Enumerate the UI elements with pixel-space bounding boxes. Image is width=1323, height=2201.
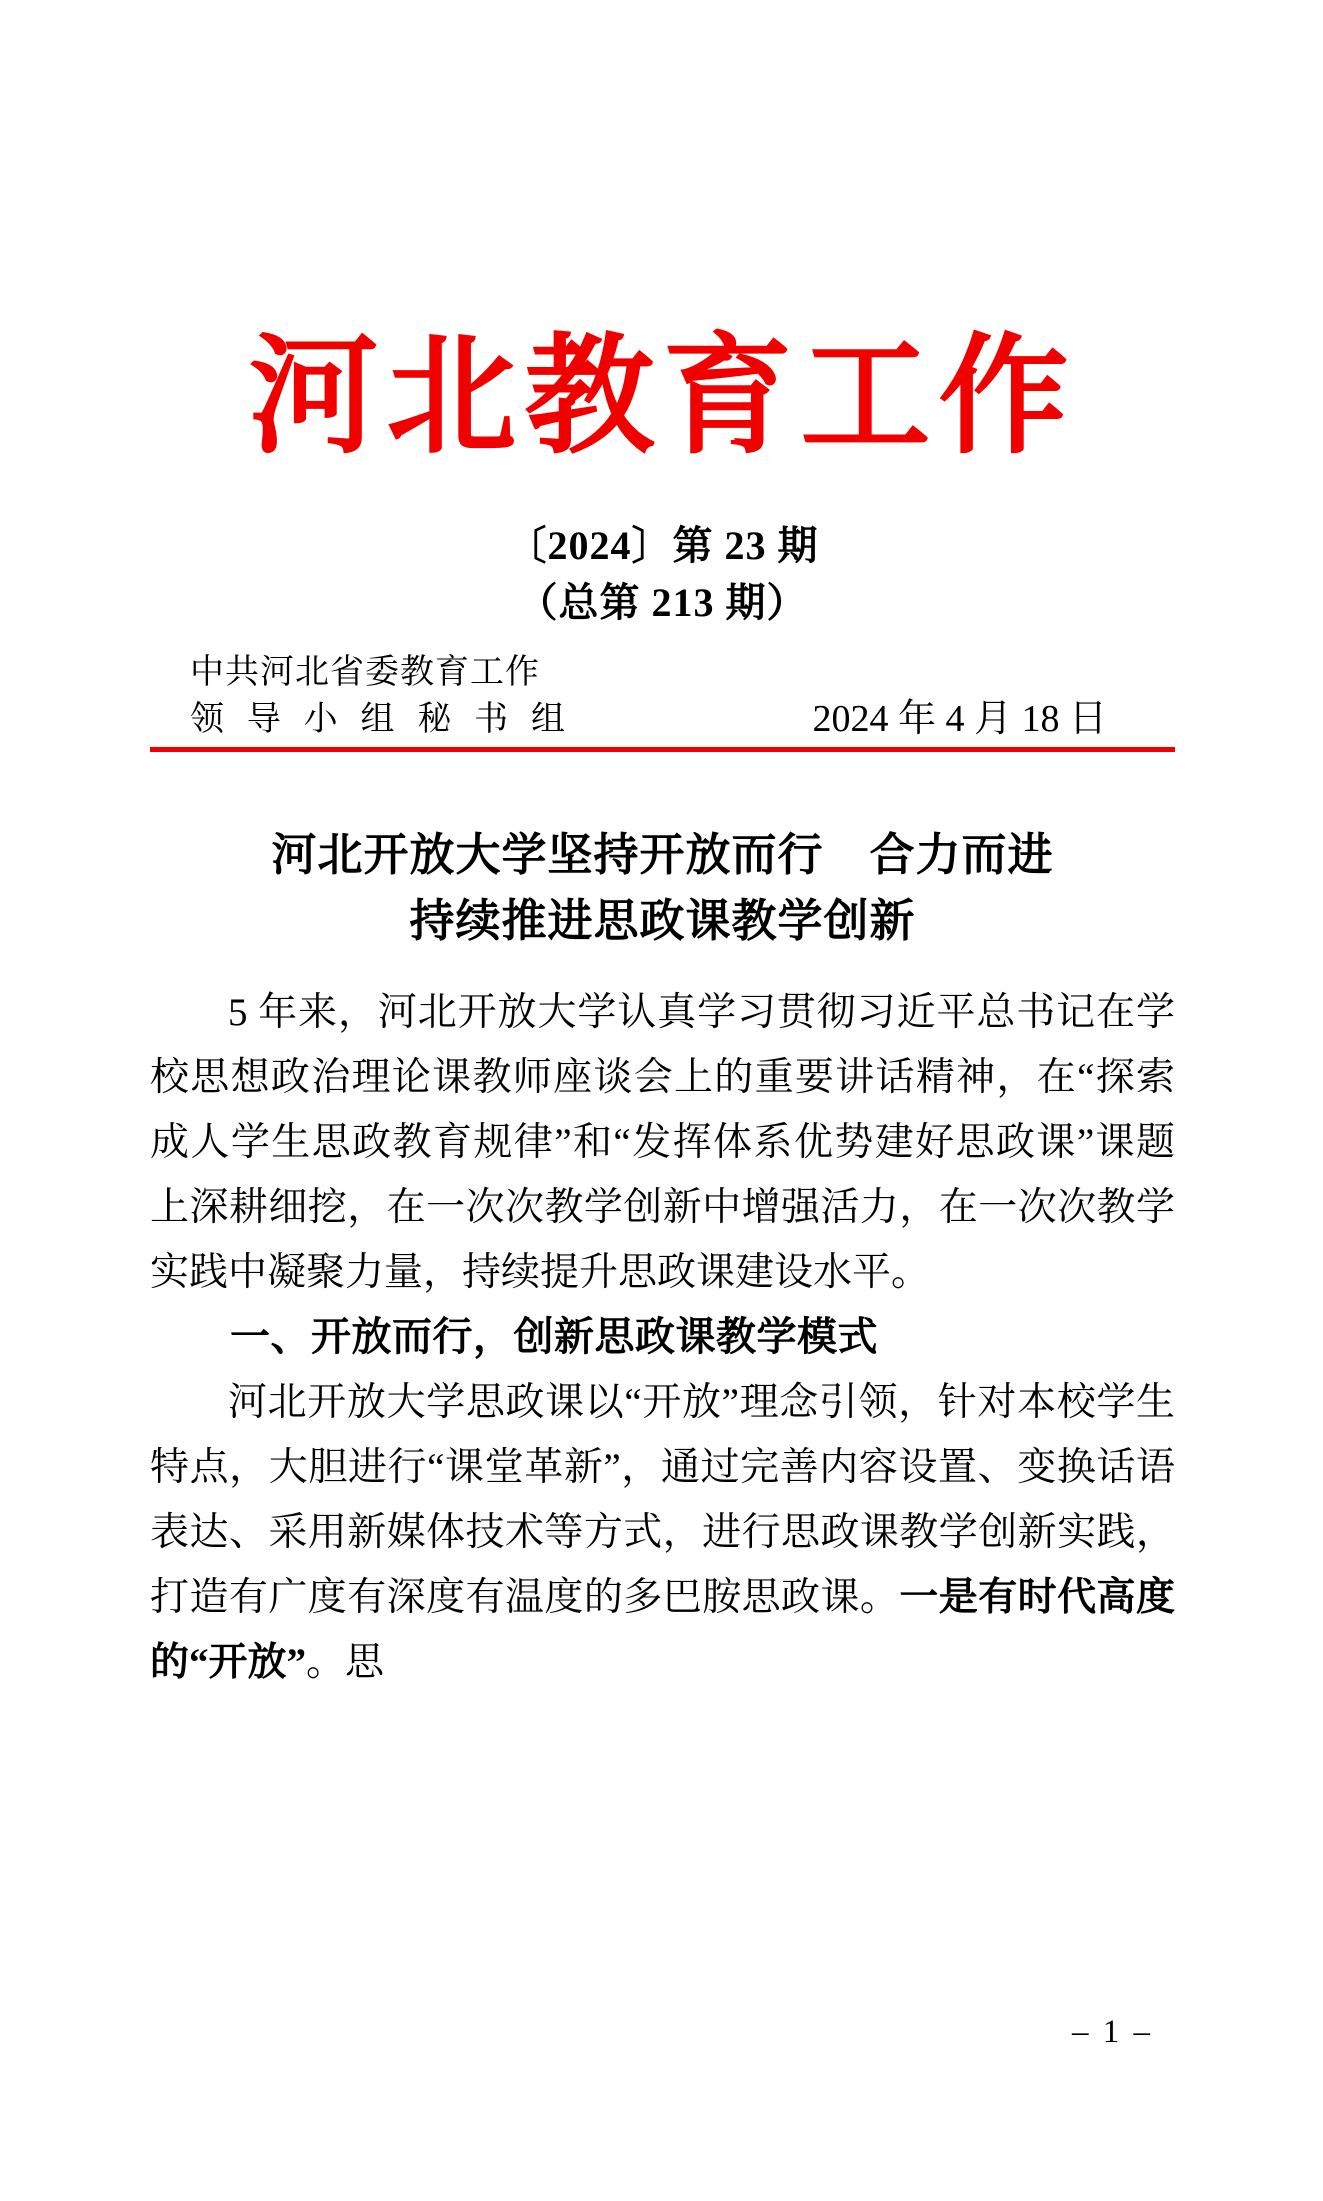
volume-number: （总第 213 期）	[517, 579, 808, 625]
body-paragraph-1: 5 年来，河北开放大学认真学习贯彻习近平总书记在学校思想政治理论课教师座谈会上的重要讲话精神，在“探索成人学生思政教育规律”和“发挥体系优势建好思政课”课题上深耕细挖，在一次次教学创新中增强活力，在一次次教学实践中凝聚力量，持续提升思政课建设水平。	[150, 990, 1175, 1294]
body-paragraph-2	[150, 1370, 1175, 1695]
issuer-name-line2: 领导小组秘书组	[190, 700, 566, 738]
document-page	[0, 326, 1323, 2201]
section-heading-1: 一、开放而行，创新思政课教学模式	[230, 1314, 878, 1359]
article-title-line2: 持续推进思政课教学创新	[409, 895, 916, 946]
paragraph-2-bold-phrase: 一是有时代高度的“开放”	[150, 1575, 1175, 1684]
masthead-title: 河北教育工作	[248, 326, 1077, 470]
paragraph-2-text-continued: 。思	[306, 1640, 385, 1684]
article-title-line1: 河北开放大学坚持开放而行 合力而进	[271, 829, 1054, 880]
issue-number: 〔2024〕第 23 期	[506, 522, 819, 568]
issuer-name	[190, 649, 566, 743]
issuer-name-line1: 中共河北省委教育工作	[190, 653, 540, 691]
issuer-date-row	[150, 649, 1175, 743]
article-title	[150, 822, 1175, 954]
paragraph-2-text: 河北开放大学思政课以“开放”理念引领，针对本校学生特点，大胆进行“课堂革新”，通过完善内容设置、变换话语表达、采用新媒体技术等方式，进行思政课教学创新实践，打造有广度有深度有温度的多巴胺思政课。	[150, 1380, 1175, 1619]
masthead-divider-rule	[150, 747, 1175, 752]
article-body	[150, 980, 1175, 1695]
page-number: – 1 –	[1072, 2014, 1153, 2050]
issue-date: 2024 年 4 月 18 日	[812, 697, 1107, 740]
